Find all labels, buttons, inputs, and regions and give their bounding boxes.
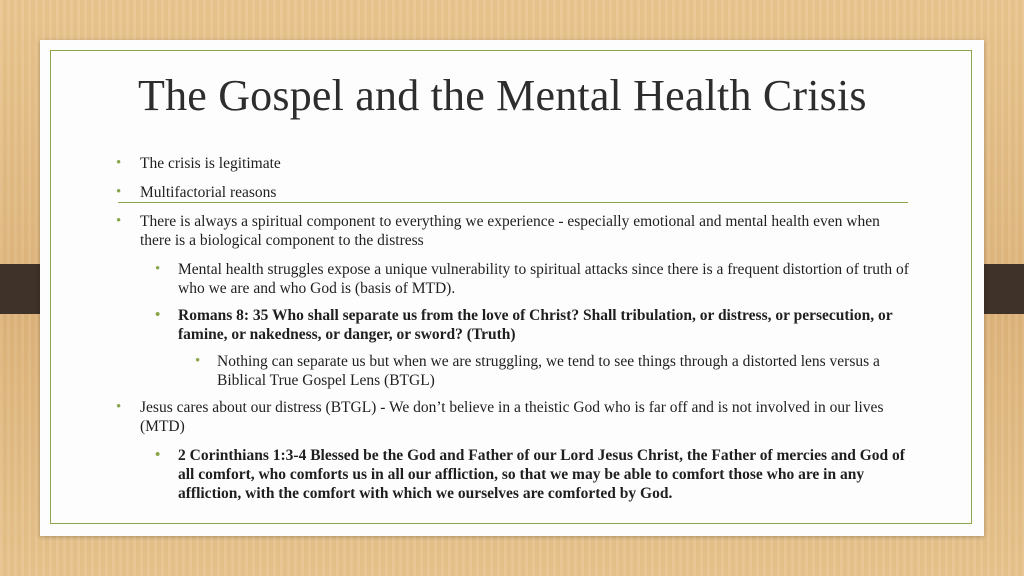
round-bullet-icon: • xyxy=(155,447,161,463)
bullet-item xyxy=(102,212,912,250)
round-bullet-icon: • xyxy=(155,261,161,277)
bullet-text: Mental health struggles expose a unique vulnerability to spiritual attacks since there is a frequent distortion of truth of who we are and who God is (basis of MTD). xyxy=(178,261,909,297)
bullet-item xyxy=(102,154,912,173)
bullet-text: Romans 8: 35 Who shall separate us from the love of Christ? Shall tribulation, or distress, or persecution, or famine, or nakedness, or danger, or sword? (Truth) xyxy=(178,307,893,343)
round-bullet-icon: • xyxy=(116,399,122,415)
round-bullet-icon: • xyxy=(116,184,122,200)
sub-bullet-item-scripture xyxy=(102,306,912,344)
bullet-text: Nothing can separate us but when we are struggling, we tend to see things through a distorted lens versus a Biblical True Gospel Lens (BTGL) xyxy=(217,353,880,389)
bullet-text: 2 Corinthians 1:3-4 Blessed be the God and Father of our Lord Jesus Christ, the Father of mercies and God of all comfort, who comforts us in all our affliction, so that we may be able to comfort those who are in any affliction, with the comfort with which we ourselves are comforted by God. xyxy=(178,447,905,502)
bullet-item xyxy=(102,398,912,436)
round-bullet-icon: • xyxy=(116,213,122,229)
round-bullet-icon: • xyxy=(116,155,122,171)
round-bullet-icon: • xyxy=(195,353,201,369)
slide-title: The Gospel and the Mental Health Crisis xyxy=(138,71,867,120)
round-bullet-icon: • xyxy=(155,307,161,323)
sub-sub-bullet-item xyxy=(102,352,912,390)
bullet-text: Multifactorial reasons xyxy=(140,184,277,201)
bullet-list xyxy=(102,154,912,511)
sub-bullet-item xyxy=(102,260,912,298)
sub-bullet-item-scripture xyxy=(102,446,912,503)
bullet-text: The crisis is legitimate xyxy=(140,155,281,172)
bullet-text: Jesus cares about our distress (BTGL) - We don’t believe in a theistic God who is far off and is not involved in our lives (MTD) xyxy=(140,399,884,435)
slide xyxy=(40,40,984,536)
bullet-item xyxy=(102,183,912,202)
bullet-text: There is always a spiritual component to everything we experience - especially emotional and mental health even when there is a biological component to the distress xyxy=(140,213,880,249)
